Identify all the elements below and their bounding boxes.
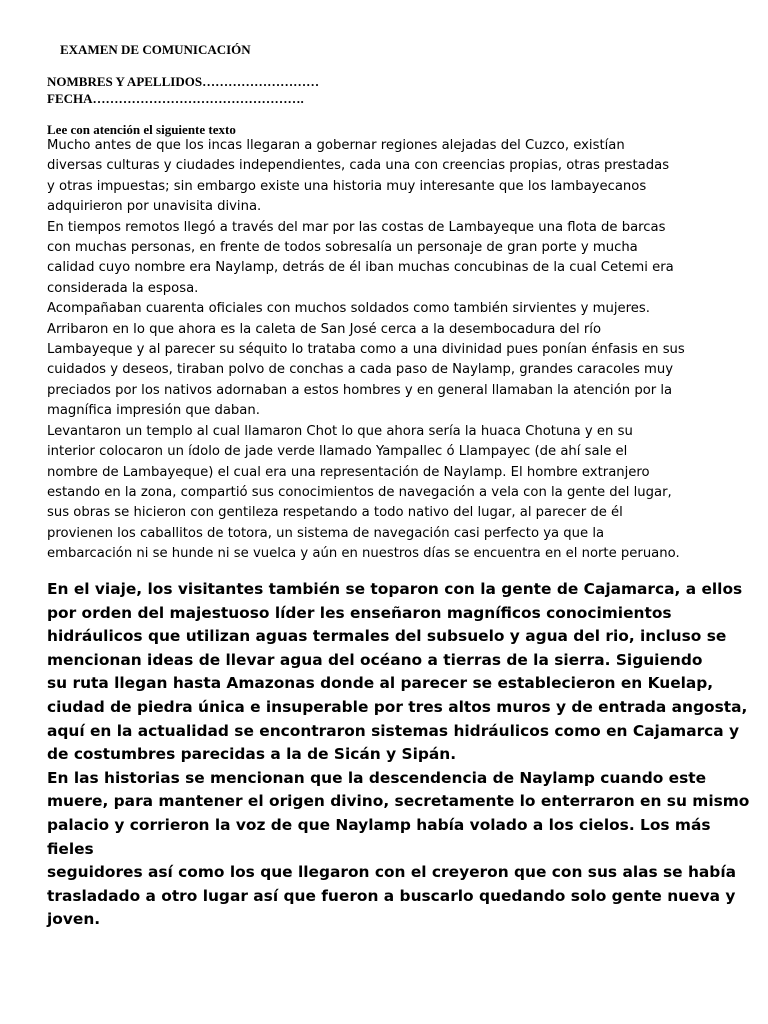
text-line: palacio y corrieron la voz de que Naylamp había volado a los cielos. Los más: [47, 815, 711, 834]
text-line: provienen los caballitos de totora, un sistema de navegación casi perfecto ya que la: [47, 525, 605, 541]
text-line: calidad cuyo nombre era Naylamp, detrás de él iban muchas concubinas de la cual Cetemi era: [47, 260, 674, 276]
text-line: considerada la esposa.: [47, 280, 199, 296]
text-line: magnífica impresión que daban.: [47, 403, 260, 419]
text-line: cuidados y deseos, tiraban polvo de conchas a cada paso de Naylamp, grandes caracoles muy: [47, 362, 674, 378]
text-line: fieles: [47, 839, 94, 858]
text-line: En las historias se mencionan que la descendencia de Naylamp cuando este: [47, 768, 707, 787]
text-line: seguidores así como los que llegaron con el creyeron que con sus alas se había: [47, 863, 736, 882]
text-line: con muchas personas, en frente de todos sobresalía un personaje de gran porte y mucha: [47, 240, 638, 256]
text-line: de costumbres parecidas a la de Sicán y Sipán.: [47, 745, 457, 764]
text-line: Arribaron en lo que ahora es la caleta de San José cerca a la desembocadura del río: [47, 321, 602, 337]
date-field: FECHA………………………………………….: [47, 91, 304, 106]
text-line: nombre de Lambayeque) el cual era una representación de Naylamp. El hombre extranjero: [47, 464, 650, 480]
text-line: preciados por los nativos adornaban a estos hombres y en general llamaban la atención por la: [47, 382, 673, 398]
text-line: sus obras se hicieron con gentileza respetando a todo nativo del lugar, al parecer de él: [47, 505, 623, 521]
reading-instruction: Lee con atención el siguiente texto: [47, 122, 236, 137]
text-line: embarcación ni se hunde ni se vuelca y aún en nuestros días se encuentra en el norte peruano.: [47, 546, 680, 562]
passage-large-text: [47, 578, 750, 932]
text-line: Levantaron un templo al cual llamaron Chot lo que ahora sería la huaca Chotuna y en su: [47, 423, 633, 439]
text-line: Acompañaban cuarenta oficiales con muchos soldados como también sirvientes y mujeres.: [47, 301, 650, 317]
text-line: diversas culturas y ciudades independientes, cada una con creencias propias, otras prestadas: [47, 158, 670, 174]
text-line: por orden del majestuoso líder les enseñaron magníficos conocimientos: [47, 603, 672, 622]
text-line: En el viaje, los visitantes también se toparon con la gente de Cajamarca, a ellos: [47, 580, 743, 598]
text-line: mencionan ideas de llevar agua del océano a tierras de la sierra. Siguiendo: [47, 650, 703, 669]
text-line: adquirieron por unavisita divina.: [47, 199, 262, 215]
text-line: ciudad de piedra única e insuperable por tres altos muros y de entrada angosta,: [47, 697, 748, 716]
text-line: estando en la zona, compartió sus conocimientos de navegación a vela con la gente del lugar,: [47, 484, 672, 500]
name-field: NOMBRES Y APELLIDOS………………………: [47, 74, 320, 89]
passage-small-text: [47, 136, 727, 565]
text-line: aquí en la actualidad se encontraron sistemas hidráulicos como en Cajamarca y: [47, 721, 740, 740]
text-line: Mucho antes de que los incas llegaran a gobernar regiones alejadas del Cuzco, existían: [47, 138, 625, 153]
text-line: muere, para mantener el origen divino, secretamente lo enterraron en su mismo: [47, 792, 750, 811]
text-line: Lambayeque y al parecer su séquito lo trataba como a una divinidad pues ponían énfasis en sus: [47, 342, 685, 358]
text-line: interior colocaron un ídolo de jade verde llamado Yampallec ó Llampayec (de ahí sale el: [47, 444, 628, 460]
text-line: y otras impuestas; sin embargo existe una historia muy interesante que los lambayecanos: [47, 178, 647, 194]
text-line: su ruta llegan hasta Amazonas donde al parecer se establecieron en Kuelap,: [47, 674, 714, 693]
exam-title: EXAMEN DE COMUNICACIÓN: [60, 42, 251, 57]
text-line: hidráulicos que utilizan aguas termales del subsuelo y agua del rio, incluso se: [47, 627, 727, 646]
text-line: trasladado a otro lugar así que fueron a buscarlo quedando solo gente nueva y: [47, 886, 736, 905]
text-line: joven.: [47, 910, 101, 929]
text-line: En tiempos remotos llegó a través del mar por las costas de Lambayeque una flota de barcas: [47, 219, 666, 235]
